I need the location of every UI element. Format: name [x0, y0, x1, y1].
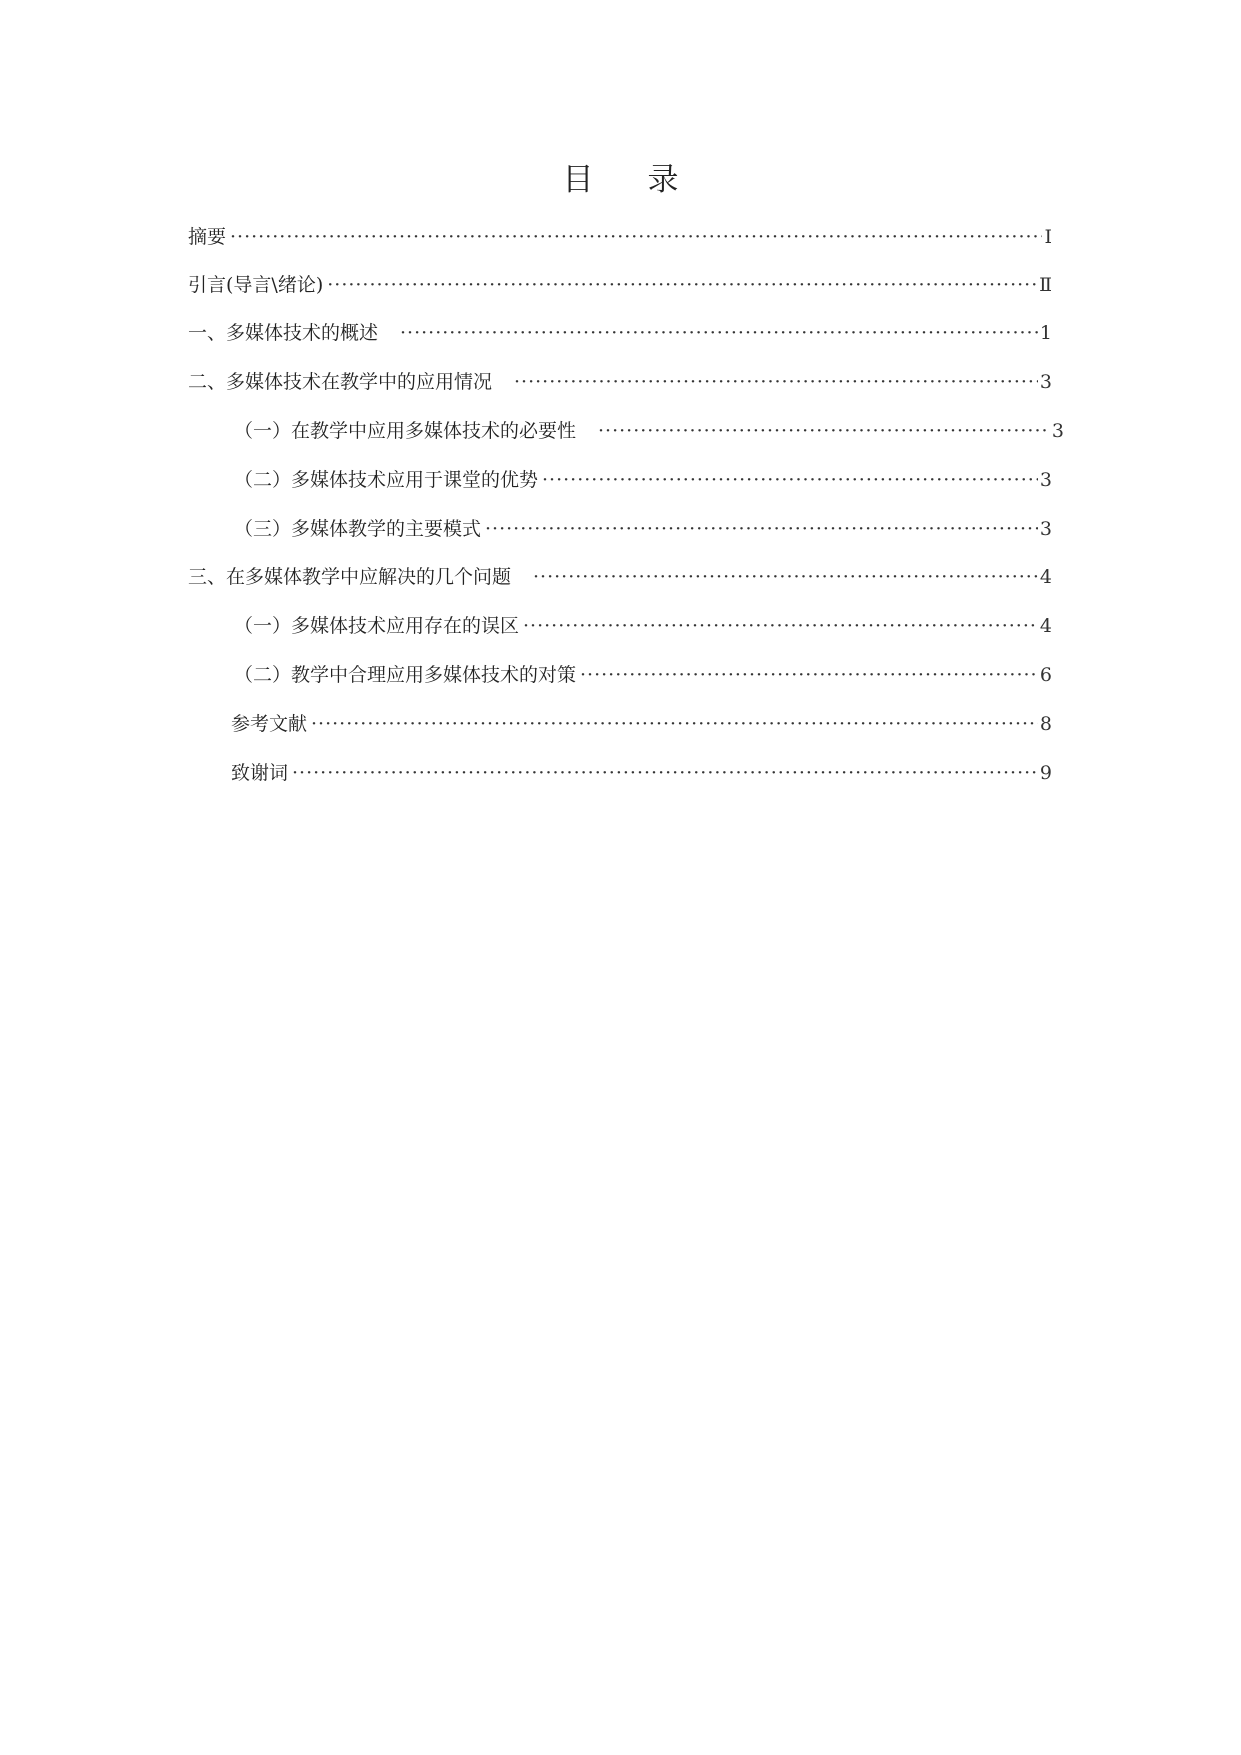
toc-entry-section-3[interactable] — [188, 562, 1052, 592]
toc-dot-leader — [292, 758, 1038, 788]
toc-entry-references[interactable] — [231, 709, 1052, 739]
toc-entry-text: （三）多媒体教学的主要模式 — [234, 518, 482, 540]
toc-entry-text: 摘要 — [188, 226, 227, 248]
toc-page-number: 6 — [1039, 664, 1052, 686]
toc-dot-leader — [230, 222, 1042, 252]
toc-page-number: 4 — [1039, 566, 1052, 588]
toc-entry-acknowledgements[interactable] — [231, 758, 1052, 788]
toc-entry-text: （一）多媒体技术应用存在的误区 — [234, 615, 520, 637]
toc-page-number: 3 — [1039, 518, 1052, 540]
toc-entry-section-1[interactable] — [188, 318, 1052, 348]
toc-page-number: I — [1044, 226, 1052, 248]
toc-dot-leader — [485, 514, 1038, 544]
toc-title: 目录 — [562, 162, 733, 198]
toc-dot-leader — [533, 562, 1038, 592]
toc-page-number: 3 — [1039, 371, 1052, 393]
toc-dot-leader — [327, 270, 1037, 300]
toc-page-number: 4 — [1039, 615, 1052, 637]
toc-entry-text: （一）在教学中应用多媒体技术的必要性 — [234, 420, 577, 442]
toc-entry-section-3-1[interactable] — [234, 611, 1052, 641]
toc-entry-section-2-3[interactable] — [234, 514, 1052, 544]
toc-dot-leader — [514, 367, 1038, 397]
toc-entry-text: 参考文献 — [231, 713, 308, 735]
toc-entry-text: （二）多媒体技术应用于课堂的优势 — [234, 469, 539, 491]
toc-dot-leader — [580, 660, 1038, 690]
toc-dot-leader — [400, 318, 1038, 348]
toc-entry-text: 一、多媒体技术的概述 — [188, 322, 379, 344]
toc-page-number: 1 — [1039, 322, 1052, 344]
toc-dot-leader — [523, 611, 1038, 641]
toc-page-number: Ⅱ — [1039, 274, 1052, 296]
toc-page-number: 9 — [1039, 762, 1052, 784]
toc-page-number: 3 — [1051, 420, 1064, 442]
toc-entry-text: 致谢词 — [231, 762, 289, 784]
toc-entry-text: 引言(导言\绪论) — [188, 274, 324, 296]
toc-entry-section-2-1[interactable] — [234, 416, 1064, 446]
toc-page-number: 3 — [1039, 469, 1052, 491]
toc-dot-leader — [542, 465, 1038, 495]
toc-entry-text: 二、多媒体技术在教学中的应用情况 — [188, 371, 493, 393]
toc-entry-section-3-2[interactable] — [234, 660, 1052, 690]
toc-dot-leader — [311, 709, 1038, 739]
toc-entry-text: 三、在多媒体教学中应解决的几个问题 — [188, 566, 512, 588]
toc-entry-section-2-2[interactable] — [234, 465, 1052, 495]
toc-entry-text: （二）教学中合理应用多媒体技术的对策 — [234, 664, 577, 686]
toc-dot-leader — [598, 416, 1050, 446]
toc-entry-introduction[interactable] — [188, 270, 1052, 300]
toc-entry-section-2[interactable] — [188, 367, 1052, 397]
toc-entry-abstract[interactable] — [188, 222, 1052, 252]
toc-page-number: 8 — [1039, 713, 1052, 735]
